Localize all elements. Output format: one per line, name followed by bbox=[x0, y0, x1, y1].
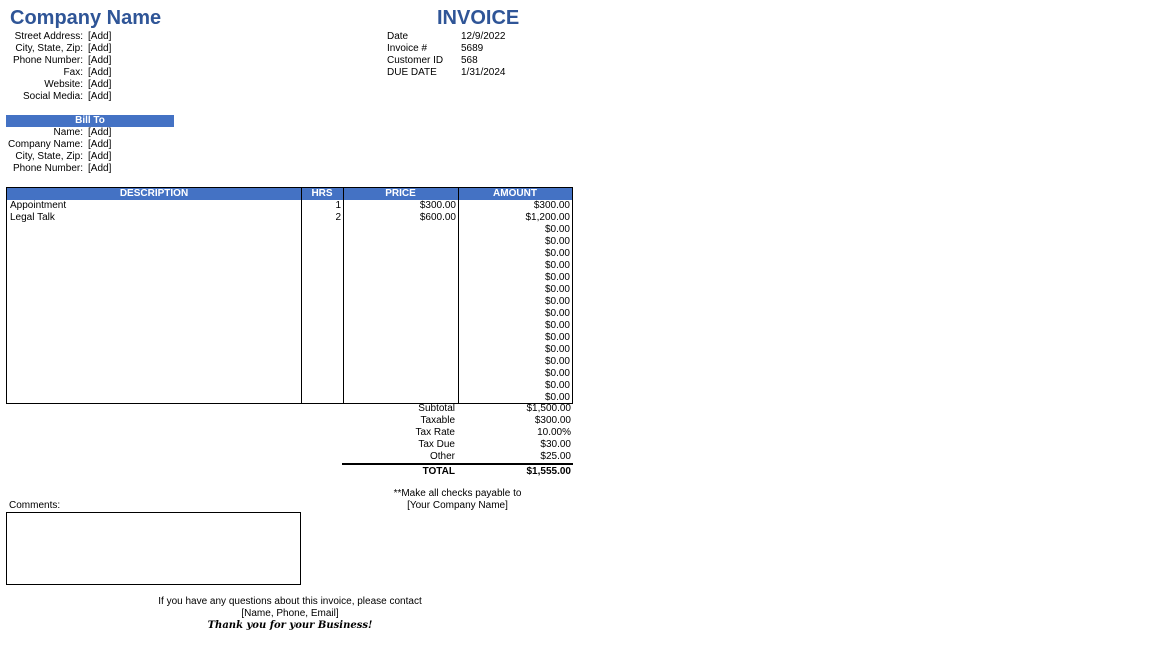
meta-label: Invoice # bbox=[387, 43, 428, 54]
meta-value: 5689 bbox=[461, 43, 484, 54]
checks-note-line1: **Make all checks payable to bbox=[393, 488, 522, 499]
cell-price: $600.00 bbox=[419, 212, 456, 223]
cell-description: Legal Talk bbox=[10, 212, 55, 223]
cell-amount: $0.00 bbox=[544, 224, 570, 235]
totals-row bbox=[342, 427, 573, 439]
info-value: [Add] bbox=[88, 31, 112, 42]
table-row bbox=[7, 344, 572, 356]
info-label: Social Media: bbox=[22, 91, 83, 102]
company-info-row bbox=[6, 43, 176, 55]
table-row bbox=[7, 380, 572, 392]
table-row bbox=[7, 212, 572, 224]
company-info-row bbox=[6, 67, 176, 79]
bill-to-label: Company Name: bbox=[7, 139, 83, 150]
info-value: [Add] bbox=[88, 91, 112, 102]
col-header-amount: AMOUNT bbox=[493, 188, 537, 199]
company-info-row bbox=[6, 55, 176, 67]
table-row bbox=[7, 296, 572, 308]
table-row bbox=[7, 368, 572, 380]
footer-line1: If you have any questions about this invoice, please contact bbox=[158, 596, 422, 607]
table-row bbox=[7, 332, 572, 344]
info-label: Fax: bbox=[63, 67, 83, 78]
company-name: Company Name bbox=[10, 7, 162, 29]
table-row bbox=[7, 356, 572, 368]
meta-row bbox=[387, 55, 506, 67]
info-value: [Add] bbox=[88, 79, 112, 90]
totals-row bbox=[342, 415, 573, 427]
cell-hrs: 2 bbox=[335, 212, 341, 223]
col-header-price: PRICE bbox=[385, 188, 416, 199]
cell-amount: $0.00 bbox=[544, 260, 570, 271]
items-table bbox=[6, 187, 573, 404]
cell-amount: $0.00 bbox=[544, 320, 570, 331]
bill-to-value: [Add] bbox=[88, 163, 112, 174]
table-row bbox=[7, 200, 572, 212]
meta-value: 1/31/2024 bbox=[461, 67, 506, 78]
cell-hrs: 1 bbox=[335, 200, 341, 211]
totals-value: $25.00 bbox=[540, 451, 571, 462]
col-header-description: DESCRIPTION bbox=[119, 188, 189, 199]
cell-amount: $0.00 bbox=[544, 356, 570, 367]
cell-amount: $0.00 bbox=[544, 272, 570, 283]
cell-description: Appointment bbox=[10, 200, 67, 211]
cell-amount: $0.00 bbox=[544, 344, 570, 355]
invoice-title: INVOICE bbox=[437, 7, 520, 29]
checks-payable-note bbox=[342, 488, 573, 512]
info-label: Phone Number: bbox=[12, 55, 83, 66]
table-row bbox=[7, 320, 572, 332]
totals-label: Taxable bbox=[420, 415, 455, 426]
totals-label: Other bbox=[429, 451, 455, 462]
thank-you-note: Thank you for your Business! bbox=[207, 620, 373, 631]
comments-label: Comments: bbox=[9, 500, 61, 511]
cell-amount: $0.00 bbox=[544, 284, 570, 295]
company-info-row bbox=[6, 91, 176, 103]
totals-label: Tax Due bbox=[418, 439, 455, 450]
checks-note-line2: [Your Company Name] bbox=[407, 500, 508, 511]
bill-to-value: [Add] bbox=[88, 139, 112, 150]
bill-to-header: Bill To bbox=[6, 115, 174, 127]
totals-value: 10.00% bbox=[537, 427, 571, 438]
table-row bbox=[7, 224, 572, 236]
cell-amount: $0.00 bbox=[544, 296, 570, 307]
bill-to-label: Name: bbox=[53, 127, 83, 138]
bill-to-label: Phone Number: bbox=[12, 163, 83, 174]
bill-to-row bbox=[6, 163, 176, 175]
cell-amount: $0.00 bbox=[544, 236, 570, 247]
items-table-body bbox=[7, 200, 572, 404]
bill-to-value: [Add] bbox=[88, 127, 112, 138]
info-label: Website: bbox=[44, 79, 83, 90]
grand-total-row bbox=[342, 463, 573, 479]
bill-to-row bbox=[6, 139, 176, 151]
totals-row bbox=[342, 451, 573, 463]
items-table-header bbox=[7, 188, 572, 200]
meta-label: Customer ID bbox=[387, 55, 444, 66]
invoice-meta bbox=[387, 31, 506, 79]
totals-row bbox=[342, 439, 573, 451]
footer bbox=[130, 596, 450, 632]
info-label: Street Address: bbox=[14, 31, 83, 42]
bill-to-row bbox=[6, 127, 176, 139]
table-row bbox=[7, 284, 572, 296]
bill-to-value: [Add] bbox=[88, 151, 112, 162]
grand-total-value: $1,555.00 bbox=[526, 466, 571, 477]
table-row bbox=[7, 260, 572, 272]
bill-to-row bbox=[6, 151, 176, 163]
bill-to-info bbox=[6, 127, 176, 175]
footer-line2: [Name, Phone, Email] bbox=[241, 608, 339, 619]
meta-value: 12/9/2022 bbox=[461, 31, 506, 42]
meta-row bbox=[387, 31, 506, 43]
totals-value: $30.00 bbox=[540, 439, 571, 450]
totals-value: $300.00 bbox=[534, 415, 571, 426]
cell-price: $300.00 bbox=[419, 200, 456, 211]
cell-amount: $300.00 bbox=[533, 200, 570, 211]
company-info bbox=[6, 31, 176, 103]
grand-total-label: TOTAL bbox=[422, 466, 455, 477]
company-info-row bbox=[6, 79, 176, 91]
totals-label: Tax Rate bbox=[415, 427, 455, 438]
cell-amount: $0.00 bbox=[544, 308, 570, 319]
table-row bbox=[7, 272, 572, 284]
bill-to-label: City, State, Zip: bbox=[15, 151, 83, 162]
cell-amount: $0.00 bbox=[544, 380, 570, 391]
totals-block bbox=[342, 403, 573, 479]
info-label: City, State, Zip: bbox=[15, 43, 83, 54]
meta-label: DUE DATE bbox=[387, 67, 437, 78]
totals-value: $1,500.00 bbox=[526, 403, 571, 414]
table-row bbox=[7, 308, 572, 320]
comments-box[interactable] bbox=[6, 512, 301, 585]
meta-label: Date bbox=[387, 31, 409, 42]
cell-amount: $0.00 bbox=[544, 332, 570, 343]
totals-row bbox=[342, 403, 573, 415]
table-row bbox=[7, 236, 572, 248]
info-value: [Add] bbox=[88, 67, 112, 78]
cell-amount: $0.00 bbox=[544, 392, 570, 403]
col-header-hrs: HRS bbox=[311, 188, 333, 199]
cell-amount: $1,200.00 bbox=[525, 212, 570, 223]
table-row bbox=[7, 248, 572, 260]
info-value: [Add] bbox=[88, 43, 112, 54]
cell-amount: $0.00 bbox=[544, 368, 570, 379]
info-value: [Add] bbox=[88, 55, 112, 66]
cell-amount: $0.00 bbox=[544, 248, 570, 259]
company-info-row bbox=[6, 31, 176, 43]
meta-row bbox=[387, 67, 506, 79]
totals-label: Subtotal bbox=[418, 403, 455, 414]
meta-value: 568 bbox=[461, 55, 478, 66]
meta-row bbox=[387, 43, 506, 55]
